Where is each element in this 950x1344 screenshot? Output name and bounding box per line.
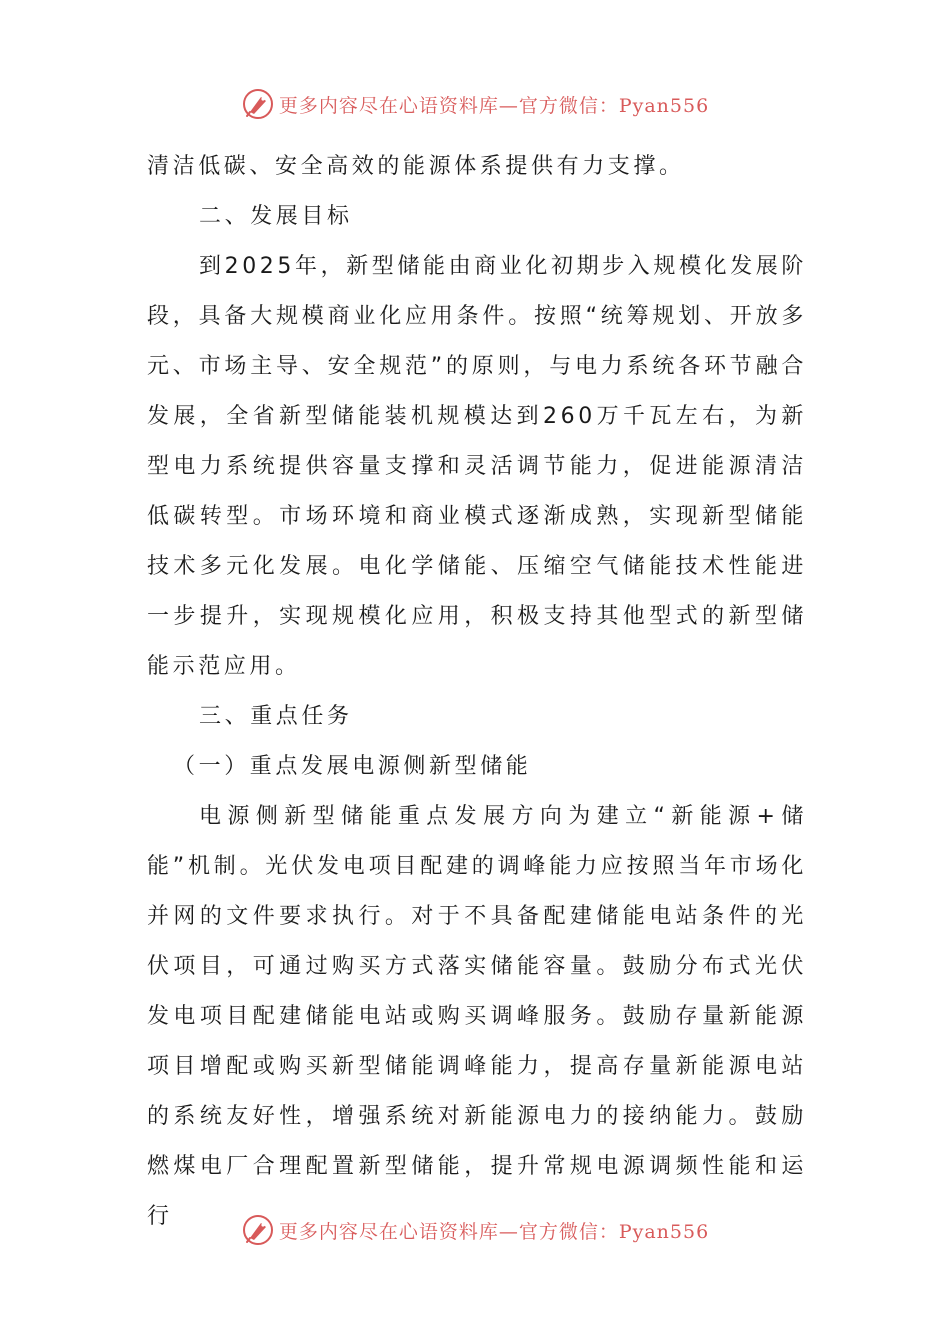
paragraph-continuation: 清洁低碳、安全高效的能源体系提供有力支撑。: [147, 154, 685, 179]
subsection-heading-power-side: （一）重点发展电源侧新型储能: [173, 754, 532, 779]
section-heading-goals: 二、发展目标: [199, 204, 353, 229]
watermark-text: 更多内容尽在心语资料库—官方微信：Pyan556: [278, 1220, 710, 1243]
watermark-banner-top: [0, 82, 950, 126]
section-heading-tasks: 三、重点任务: [199, 704, 353, 729]
watermark-text: 更多内容尽在心语资料库—官方微信：Pyan556: [278, 94, 710, 117]
watermark-banner-bottom: [0, 1208, 950, 1252]
paragraph-power-side: 电源侧新型储能重点发展方向为建立“新能源+储能”机制。光伏发电项目配建的调峰能力应按照当年市场化并网的文件要求执行。对于不具备配建储能电站条件的光伏项目，可通过购买方式落实储能容量。鼓励分布式光伏发电项目配建储能电站或购买调峰服务。鼓励存量新能源项目增配或购买新型储能调峰能力，提高存量新能源电站的系统友好性，增强系统对新能源电力的接纳能力。鼓励燃煤电厂合理配置新型储能，提升常规电源调频性能和运行: [147, 804, 807, 1229]
pen-nib-icon: [241, 1213, 275, 1247]
paragraph-goals: 到2025年，新型储能由商业化初期步入规模化发展阶段，具备大规模商业化应用条件。按照“统筹规划、开放多元、市场主导、安全规范”的原则，与电力系统各环节融合发展，全省新型储能装机规模达到260万千瓦左右，为新型电力系统提供容量支撑和灵活调节能力，促进能源清洁低碳转型。市场环境和商业模式逐渐成熟，实现新型储能技术多元化发展。电化学储能、压缩空气储能技术性能进一步提升，实现规模化应用，积极支持其他型式的新型储能示范应用。: [147, 254, 807, 679]
pen-nib-icon: [241, 87, 275, 121]
document-body: [147, 142, 807, 1242]
